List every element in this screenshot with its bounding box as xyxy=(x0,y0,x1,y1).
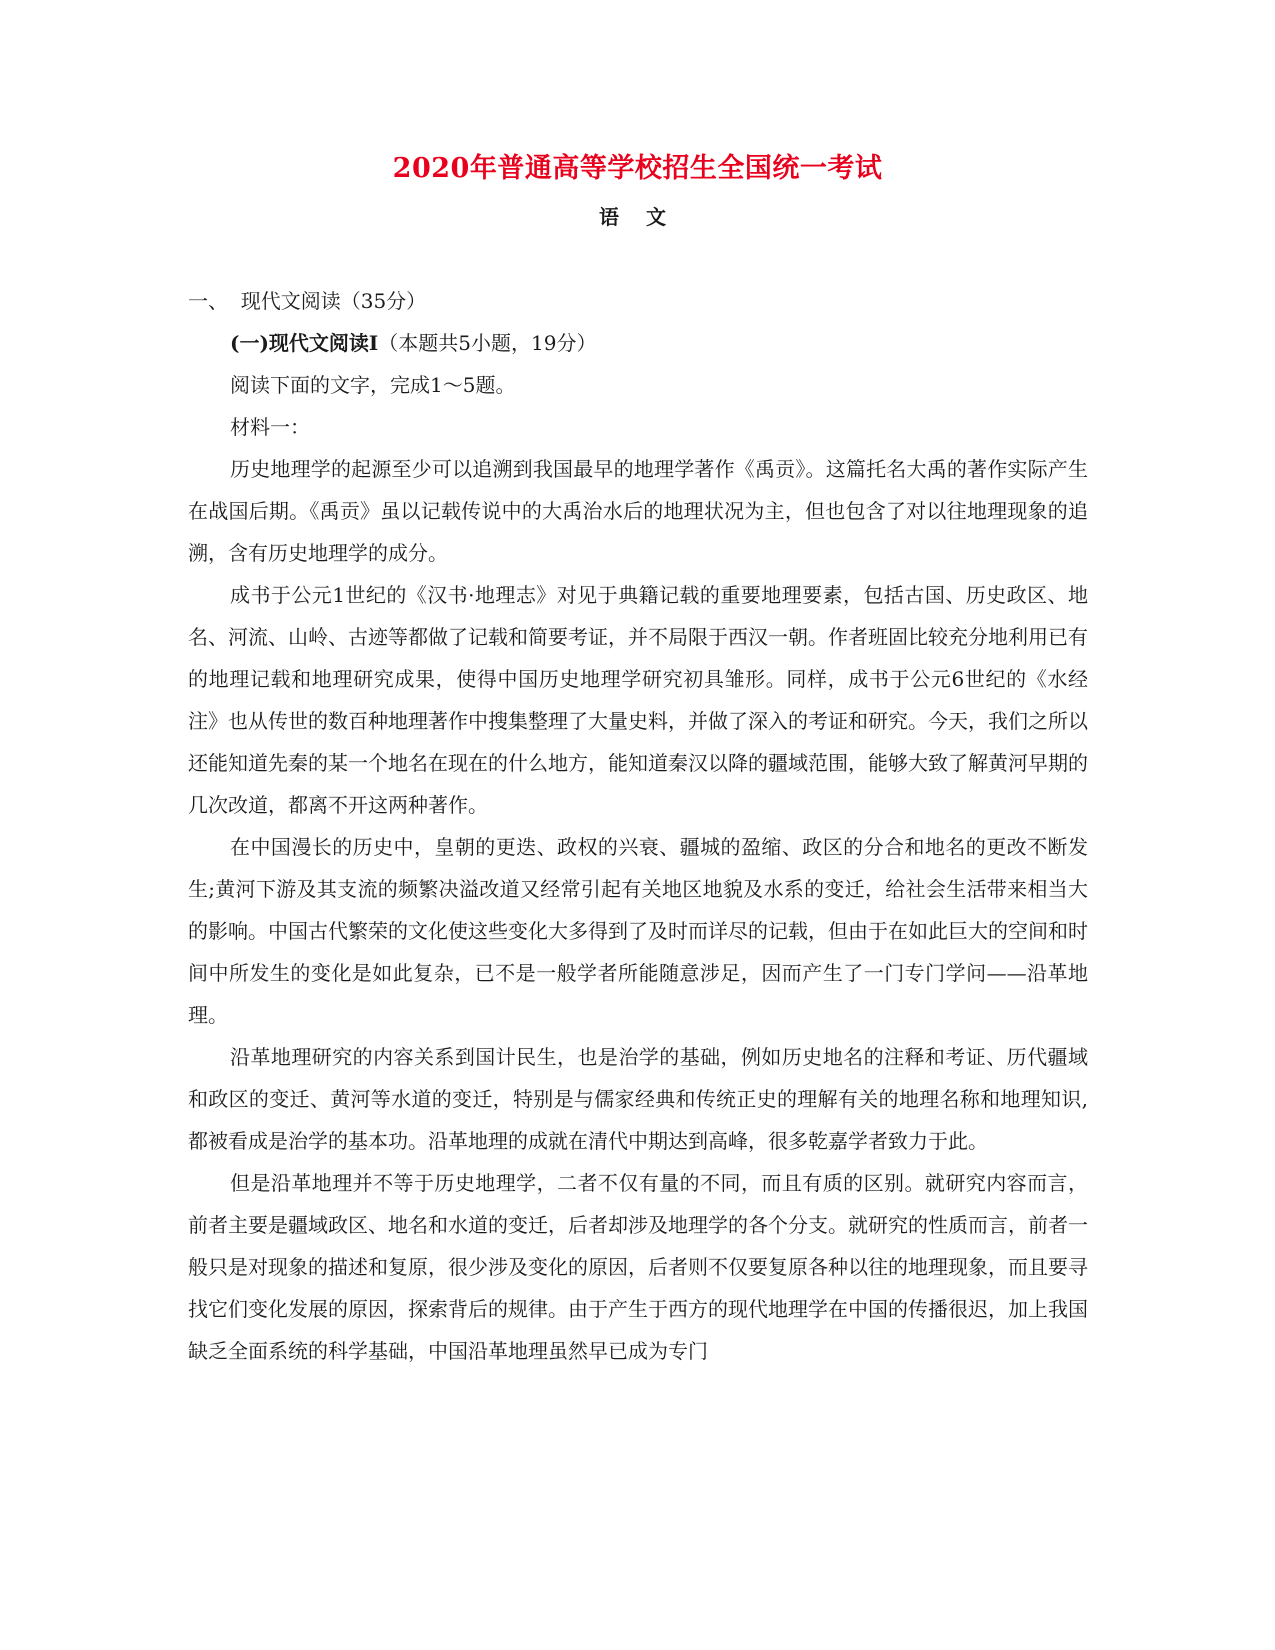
passage-paragraph-1: 历史地理学的起源至少可以追溯到我国最早的地理学著作《禹贡》。这篇托名大禹的著作实际产生在战国后期。《禹贡》虽以记载传说中的大禹治水后的地理状况为主，但也包含了对以往地理现象的追溯，含有历史地理学的成分。 xyxy=(188,457,1088,565)
sub-heading xyxy=(188,322,1088,364)
subject-title: 语 文 xyxy=(599,205,676,229)
sub-heading-note: （本题共5小题，19分） xyxy=(378,331,597,355)
instruction-text: 阅读下面的文字，完成1～5题。 xyxy=(230,373,516,397)
material-label: 材料一： xyxy=(230,415,310,439)
passage-paragraph-5: 但是沿革地理并不等于历史地理学，二者不仅有量的不同，而且有质的区别。就研究内容而言，前者主要是疆域政区、地名和水道的变迁，后者却涉及地理学的各个分支。就研究的性质而言，前者一般只是对现象的描述和复原，很少涉及变化的原因，后者则不仅要复原各种以往的地理现象，而且要寻找它们变化发展的原因，探索背后的规律。由于产生于西方的现代地理学在中国的传播很迟，加上我国缺乏全面系统的科学基础，中国沿革地理虽然早已成为专门 xyxy=(188,1171,1088,1363)
exam-body xyxy=(188,280,1088,1372)
passage-paragraph-4: 沿革地理研究的内容关系到国计民生，也是治学的基础，例如历史地名的注释和考证、历代疆域和政区的变迁、黄河等水道的变迁，特别是与儒家经典和传统正史的理解有关的地理名称和地理知识,都被看成是治学的基本功。沿革地理的成就在清代中期达到高峰，很多乾嘉学者致力于此。 xyxy=(188,1045,1088,1153)
exam-title: 2020年普通高等学校招生全国统一考试 xyxy=(392,153,883,184)
section-heading: 一、 现代文阅读（35分） xyxy=(188,289,427,313)
passage-paragraph-2: 成书于公元1世纪的《汉书·地理志》对见于典籍记载的重要地理要素，包括古国、历史政区、地名、河流、山岭、古迹等都做了记载和简要考证，并不局限于西汉一朝。作者班固比较充分地利用已有的地理记载和地理研究成果，使得中国历史地理学研究初具雏形。同样，成书于公元6世纪的《水经注》也从传世的数百种地理著作中搜集整理了大量史料，并做了深入的考证和研究。今天，我们之所以还能知道先秦的某一个地名在现在的什么地方，能知道秦汉以降的疆域范围，能够大致了解黄河早期的几次改道，都离不开这两种著作。 xyxy=(188,583,1088,817)
passage-paragraph-3: 在中国漫长的历史中，皇朝的更迭、政权的兴衰、疆城的盈缩、政区的分合和地名的更改不断发生;黄河下游及其支流的频繁决溢改道又经常引起有关地区地貌及水系的变迁，给社会生活带来相当大的影响。中国古代繁荣的文化使这些变化大多得到了及时而详尽的记载，但由于在如此巨大的空间和时间中所发生的变化是如此复杂，已不是一般学者所能随意涉足，因而产生了一门专门学问——沿革地理。 xyxy=(188,835,1088,1027)
sub-heading-title: (一)现代文阅读Ⅰ xyxy=(230,331,379,355)
